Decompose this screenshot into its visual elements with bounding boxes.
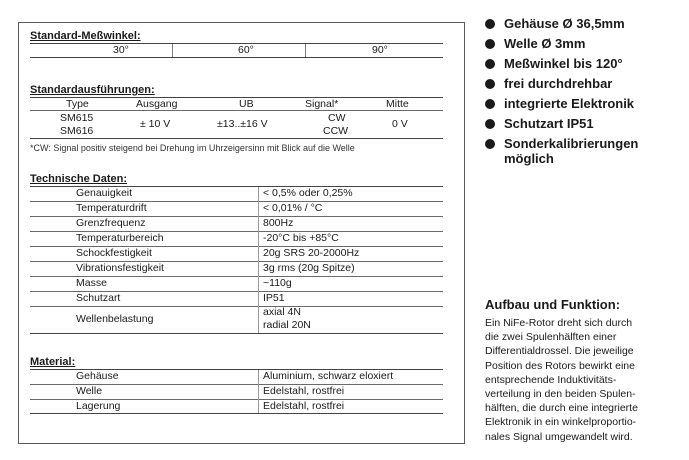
- material-label: Welle: [76, 385, 103, 397]
- angle-value: 30°: [113, 44, 129, 56]
- tech-value: 800Hz: [263, 217, 294, 229]
- bullet-icon: [485, 119, 495, 129]
- type-sm616: SM616: [60, 125, 94, 137]
- angle-value: 90°: [372, 44, 388, 56]
- feature-item: integrierte Elektronik: [485, 96, 638, 111]
- column-header: Type: [66, 98, 89, 110]
- feature-item: Sonderkalibrierungen möglich: [485, 136, 638, 166]
- column-header: Mitte: [386, 98, 409, 110]
- divider: [30, 306, 443, 307]
- aufbau-line: nales Signal umgewandelt wird.: [485, 430, 633, 443]
- tech-label: Temperaturdrift: [76, 202, 147, 214]
- feature-list: [485, 16, 638, 166]
- divider: [30, 138, 443, 139]
- feature-item: Meßwinkel bis 120°: [485, 56, 638, 71]
- tech-label: Vibrationsfestigkeit: [76, 262, 164, 274]
- bullet-icon: [485, 99, 495, 109]
- aufbau-text: [485, 316, 675, 444]
- aufbau-line: entsprechende Induktivitäts-: [485, 373, 617, 386]
- bullet-icon: [485, 79, 495, 89]
- material-label: Gehäuse: [76, 370, 119, 382]
- tech-value: ~110g: [263, 277, 292, 289]
- bullet-icon: [485, 19, 495, 29]
- tech-value: < 0,5% oder 0,25%: [263, 187, 353, 199]
- divider: [258, 370, 259, 413]
- divider: [258, 187, 259, 333]
- feature-item: frei durchdrehbar: [485, 76, 638, 91]
- bullet-icon: [485, 139, 495, 149]
- signal-footnote: *CW: Signal positiv steigend bei Drehung im Uhrzeigersinn mit Blick auf die Welle: [30, 143, 355, 153]
- tech-value: axial 4N: [263, 306, 301, 318]
- standard-versions-title: Standardausführungen:: [30, 84, 155, 96]
- divider: [30, 413, 443, 414]
- angle-value: 60°: [238, 44, 254, 56]
- tech-label: Grenzfrequenz: [76, 217, 146, 229]
- divider: [30, 110, 443, 111]
- column-header: UB: [239, 98, 254, 110]
- tech-value: 3g rms (20g Spitze): [263, 262, 355, 274]
- divider: [30, 97, 443, 98]
- tech-value: -20°C bis +85°C: [263, 232, 339, 244]
- tech-value: radial 20N: [263, 319, 311, 331]
- material-title: Material:: [30, 356, 76, 368]
- divider: [305, 44, 306, 57]
- ausgang-value: ± 10 V: [140, 118, 171, 130]
- measuring-angle-title: Standard-Meßwinkel:: [30, 30, 141, 42]
- feature-item: Schutzart IP51: [485, 116, 638, 131]
- type-sm615: SM615: [60, 112, 94, 124]
- material-label: Lagerung: [76, 400, 121, 412]
- material-value: Aluminium, schwarz eloxiert: [263, 370, 394, 382]
- aufbau-line: verteilung in den beiden Spulen-: [485, 388, 636, 401]
- bullet-icon: [485, 59, 495, 69]
- tech-label: Temperaturbereich: [76, 232, 164, 244]
- divider: [172, 44, 173, 57]
- material-value: Edelstahl, rostfrei: [263, 400, 345, 412]
- aufbau-line: Elektronik in ein winkelproportio-: [485, 416, 637, 429]
- aufbau-line: hälften, die durch eine integrierte: [485, 402, 638, 415]
- tech-label: Schutzart: [76, 292, 121, 304]
- tech-label: Wellenbelastung: [76, 313, 154, 325]
- material-value: Edelstahl, rostfrei: [263, 385, 345, 397]
- signal-cw: CW: [328, 112, 346, 124]
- aufbau-line: Differentialdrossel. Die jeweilige: [485, 345, 634, 358]
- tech-value: 20g SRS 20-2000Hz: [263, 247, 360, 259]
- bullet-icon: [485, 39, 495, 49]
- aufbau-line: die zwei Spulenhälften einer: [485, 331, 617, 344]
- divider: [30, 333, 443, 334]
- tech-label: Schockfestigkeit: [76, 247, 152, 259]
- aufbau-line: Ein NiFe-Rotor dreht sich durch: [485, 317, 633, 329]
- tech-value: IP51: [263, 292, 285, 304]
- tech-value: < 0,01% / °C: [263, 202, 323, 214]
- technical-data-title: Technische Daten:: [30, 173, 127, 185]
- feature-item: Gehäuse Ø 36,5mm: [485, 16, 638, 31]
- ub-value: ±13..±16 V: [217, 118, 268, 130]
- tech-label: Genauigkeit: [76, 187, 133, 199]
- tech-label: Masse: [76, 277, 107, 289]
- aufbau-line: Position des Rotors bewirkt eine: [485, 359, 635, 372]
- divider: [30, 57, 443, 58]
- column-header: Ausgang: [136, 98, 178, 110]
- mitte-value: 0 V: [392, 118, 408, 130]
- aufbau-title: Aufbau und Funktion:: [485, 297, 621, 312]
- signal-ccw: CCW: [323, 125, 349, 137]
- feature-item: Welle Ø 3mm: [485, 36, 638, 51]
- column-header: Signal*: [305, 98, 339, 110]
